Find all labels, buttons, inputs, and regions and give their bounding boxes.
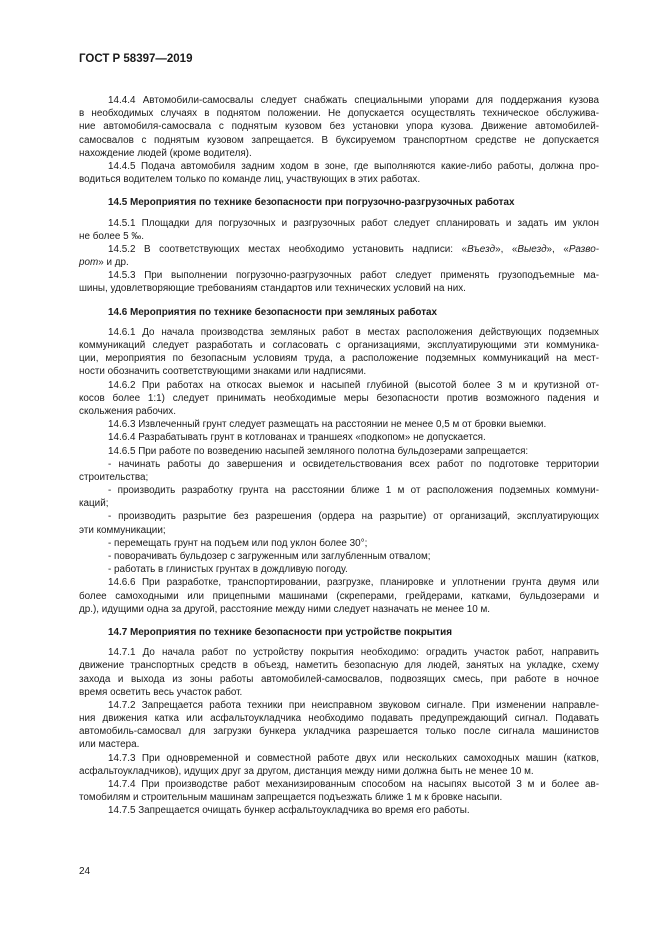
- standard-code: ГОСТ Р 58397—2019: [79, 53, 193, 65]
- text-line: 14.4.4 Автомобили-самосвалы следует снабжать специальными упорами для поддержания кузова: [108, 95, 599, 106]
- paragraph: [79, 752, 599, 778]
- text-line: др.), идущими одна за другой, расстояние между ними следует назначать не менее 10 м.: [79, 603, 491, 615]
- text-line: захода и выхода из зоны работы автомобилей-самосвалов, подвозящих смесь, при работе в ночное: [79, 673, 599, 685]
- text-line: более самоходными или прицепными машинами (скреперами, грейдерами, катками, бульдозерами и: [79, 590, 599, 602]
- paragraph-gap: [79, 639, 599, 646]
- paragraph: [79, 804, 599, 817]
- list-item: [79, 458, 599, 484]
- list-item: [79, 550, 599, 563]
- text-line: каций;: [79, 498, 109, 510]
- section-heading: 14.5 Мероприятия по технике безопасности при погрузочно-разгрузочных работах: [108, 197, 515, 209]
- text-line: 14.7.4 При производстве работ механизированным способом на насыпях высотой 3 м и более ав-: [108, 779, 599, 790]
- paragraph: [79, 379, 599, 419]
- paragraph: [79, 418, 599, 431]
- paragraph: [79, 269, 599, 295]
- text-line: нахождение людей (кроме водителя).: [79, 147, 252, 159]
- list-item: [79, 484, 599, 510]
- paragraph: [79, 431, 599, 444]
- paragraph: [79, 217, 599, 243]
- text-line: 14.5.3 При выполнении погрузочно-разгрузочных работ следует применять грузоподъемные ма-: [108, 270, 599, 282]
- text-line: - работать в глинистых грунтах в дождливую погоду.: [108, 564, 348, 576]
- paragraph: [79, 243, 599, 269]
- text-line: водиться водителем только по команде лиц, участвующих в этих работах.: [79, 174, 421, 186]
- text-line: асфальтоукладчиков), идущих друг за другом, дистанция между ними должна быть не менее 10 м.: [79, 765, 534, 777]
- text-line: - перемещать грунт на подъем или под уклон более 30°;: [108, 537, 368, 549]
- text-line: томобилям и строительным машинам запрещается подъезжать ближе 1 м к бровке насыпи.: [79, 792, 503, 804]
- section-heading: 14.7 Мероприятия по технике безопасности при устройстве покрытия: [108, 626, 452, 638]
- text-line: движение транспортных средств в объезд, наметить безопасную для людей, занятых на укладке, схему: [79, 660, 599, 672]
- text-line: - производить разрытие без разрешения (ордера на разрытие) от организаций, эксплуатирующих: [108, 511, 599, 523]
- text-line: 14.7.5 Запрещается очищать бункер асфальтоукладчика во время его работы.: [108, 805, 470, 817]
- page-number: 24: [79, 866, 91, 877]
- list-item: [79, 510, 599, 536]
- text-line: 14.6.5 При работе по возведению насыпей земляного полотна бульдозерами запрещается:: [108, 445, 529, 457]
- document-body: [79, 94, 599, 818]
- text-line: ности обозначить соответствующими знаками или надписями.: [79, 366, 367, 378]
- list-item: [79, 537, 599, 550]
- paragraph: [79, 699, 599, 752]
- text-line: 14.7.3 При одновременной и совместной работе двух или нескольких самоходных машин (катков,: [108, 752, 599, 764]
- text-line: 14.7.2 Запрещается работа техники при неисправном звуковом сигнале. При изменении направле-: [108, 699, 599, 711]
- paragraph: [79, 778, 599, 804]
- text-line: - производить разработку грунта на расстоянии ближе 1 м от расположения подземных коммуни-: [108, 485, 599, 497]
- text-line: 14.7.1 До начала работ по устройству покрытия необходимо: оградить участок работ, направить: [108, 647, 599, 659]
- paragraph: [79, 326, 599, 379]
- text-line: шины, удовлетворяющие требованиям стандартов или технических условий на них.: [79, 283, 466, 295]
- text-line: в необходимых случаях в поднятом положении. Не допускается осуществлять техническое обслужива-: [79, 108, 599, 120]
- paragraph: [79, 646, 599, 699]
- text-line: строительства;: [79, 471, 149, 483]
- text-line: или мастера.: [79, 739, 140, 751]
- text-line: - поворачивать бульдозер с загруженным или заглубленным отвалом;: [108, 551, 431, 562]
- paragraph: [79, 94, 599, 160]
- paragraph-gap: [79, 296, 599, 306]
- text-line: самосвалов с поднятым кузовом запрещается. В буксируемом транспортном средстве не допускается: [79, 134, 599, 146]
- paragraph: [79, 576, 599, 616]
- paragraph-gap: [79, 319, 599, 326]
- text-line: 14.6.2 При работах на откосах выемок и насыпей глубиной (высотой более 3 м и крутизной от-: [108, 379, 599, 391]
- text-line: 14.6.1 До начала производства земляных работ в местах расположения действующих подземных: [108, 326, 599, 338]
- text-line: косов более 1:1) следует принимать необходимые меры безопасности против возможного падения и: [79, 392, 599, 404]
- text-line: эти коммуникации;: [79, 524, 166, 536]
- paragraph: [79, 445, 599, 458]
- paragraph-gap: [79, 210, 599, 217]
- text-line: не более 5 ‰.: [79, 230, 144, 242]
- text-line: рот» и др.: [79, 257, 129, 269]
- text-line: 14.6.6 При разработке, транспортировании, разгрузке, планировке и уплотнении грунта двумя или: [108, 577, 599, 589]
- text-line: время осветить весь участок работ.: [79, 686, 243, 698]
- text-line: автомобиль-самосвал для загрузки бункера укладчика разрешается только после сигнала машинистов: [79, 726, 599, 738]
- section-heading: 14.6 Мероприятия по технике безопасности при земляных работах: [108, 306, 438, 318]
- text-line: скольжения рабочих.: [79, 405, 176, 417]
- text-line: 14.5.2 В соответствующих местах необходимо установить надписи: «Въезд», «Выезд», «Разво-: [108, 243, 599, 255]
- text-line: 14.5.1 Площадки для погрузочных и разгрузочных работ следует спланировать и задать им уклон: [108, 217, 599, 229]
- text-line: коммуникаций следует разработать и согласовать с организациями, эксплуатирующими эти коммуника-: [79, 340, 599, 351]
- paragraph-gap: [79, 616, 599, 626]
- text-line: ние автомобиля-самосвала с поднятым кузовом без установки упора кузова. Движение автомобилей-: [79, 121, 599, 133]
- text-line: 14.6.3 Извлеченный грунт следует размещать на расстоянии не менее 0,5 м от бровки выемки.: [108, 419, 547, 431]
- text-line: ния движения катка или асфальтоукладчика необходимо подавать предупреждающий сигнал. Подавать: [79, 713, 599, 725]
- text-line: 14.6.4 Разрабатывать грунт в котлованах и траншеях «подкопом» не допускается.: [108, 432, 486, 444]
- text-line: ции, мероприятия по безопасным условиям труда, а расположение подземных коммуникаций на мест-: [79, 353, 599, 365]
- paragraph: [79, 160, 599, 186]
- paragraph-gap: [79, 186, 599, 196]
- list-item: [79, 563, 599, 576]
- text-line: 14.4.5 Подача автомобиля задним ходом в зоне, где выполняются какие-либо работы, должна про-: [108, 160, 599, 172]
- text-line: - начинать работы до завершения и освидетельствования всех работ по подготовке территории: [108, 458, 599, 470]
